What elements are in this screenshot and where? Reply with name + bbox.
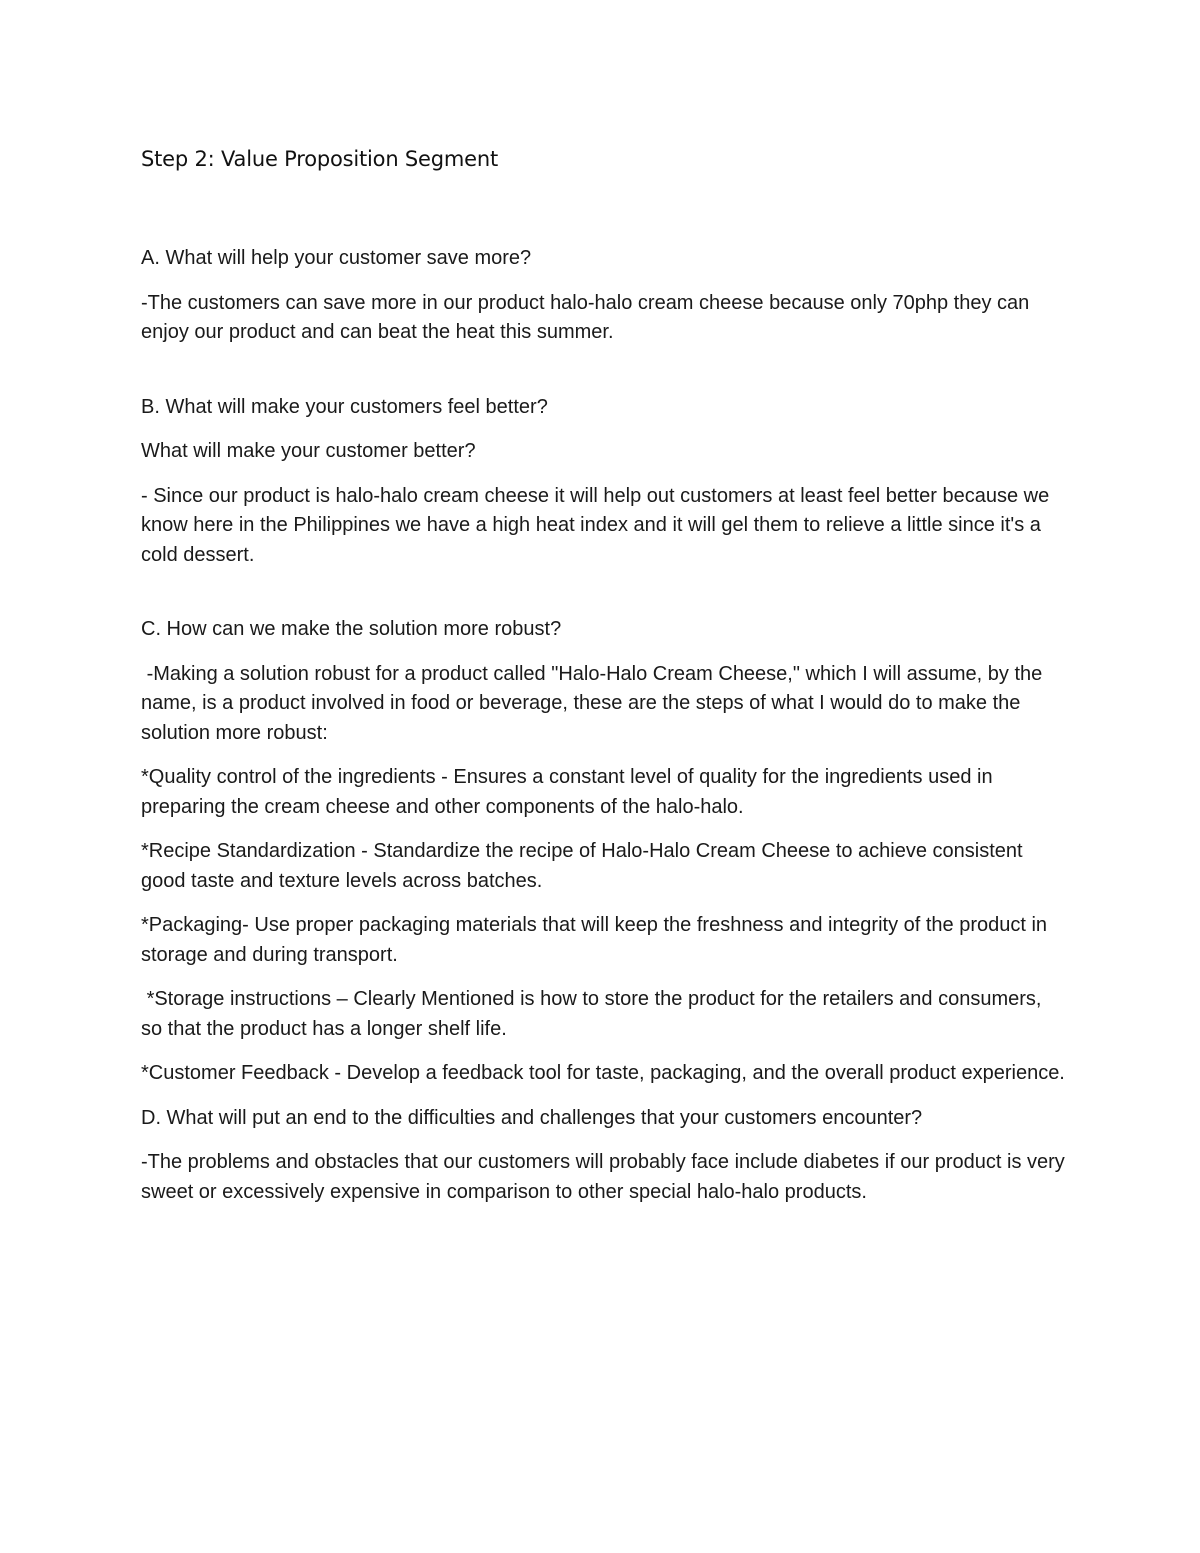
answer-c-intro: -Making a solution robust for a product called "Halo-Halo Cream Cheese," which I will assume, by the name, is a product involved in food or beverage, these are the steps of what I would do to make the solution more robust: xyxy=(141,662,1048,744)
question-a: A. What will help your customer save more? xyxy=(141,247,532,269)
question-d: D. What will put an end to the difficulties and challenges that your customers encounter? xyxy=(141,1106,923,1129)
answer-b: - Since our product is halo-halo cream cheese it will help out customers at least feel better because we know here in the Philippines we have a high heat index and it will gel them to relieve a little since it's a cold dessert. xyxy=(141,484,1050,566)
page-title: Step 2: Value Proposition Segment xyxy=(141,147,499,171)
answer-c-item-packaging: *Packaging- Use proper packaging materials that will keep the freshness and integrity of the product in storage and during transport. xyxy=(141,914,1048,966)
question-c: C. How can we make the solution more robust? xyxy=(141,618,562,640)
answer-c-item-feedback: *Customer Feedback - Develop a feedback tool for taste, packaging, and the overall product experience. xyxy=(141,1062,1065,1084)
question-b-alt: What will make your customer better? xyxy=(141,440,476,462)
document-body xyxy=(141,144,1066,1222)
answer-a: -The customers can save more in our product halo-halo cream cheese because only 70php they can enjoy our product and can beat the heat this summer. xyxy=(141,291,1030,343)
answer-c-item-storage: *Storage instructions – Clearly Mentioned is how to store the product for the retailers and consumers, so that the product has a longer shelf life. xyxy=(141,988,1048,1040)
answer-c-item-recipe: *Recipe Standardization - Standardize the recipe of Halo-Halo Cream Cheese to achieve consistent good taste and texture levels across batches. xyxy=(141,840,1023,892)
question-b: B. What will make your customers feel better? xyxy=(141,395,548,418)
answer-c-item-quality: *Quality control of the ingredients - Ensures a constant level of quality for the ingredients used in preparing the cream cheese and other components of the halo-halo. xyxy=(141,766,993,818)
answer-d: -The problems and obstacles that our customers will probably face include diabetes if our product is very sweet or excessively expensive in comparison to other special halo-halo products. xyxy=(141,1151,1065,1203)
